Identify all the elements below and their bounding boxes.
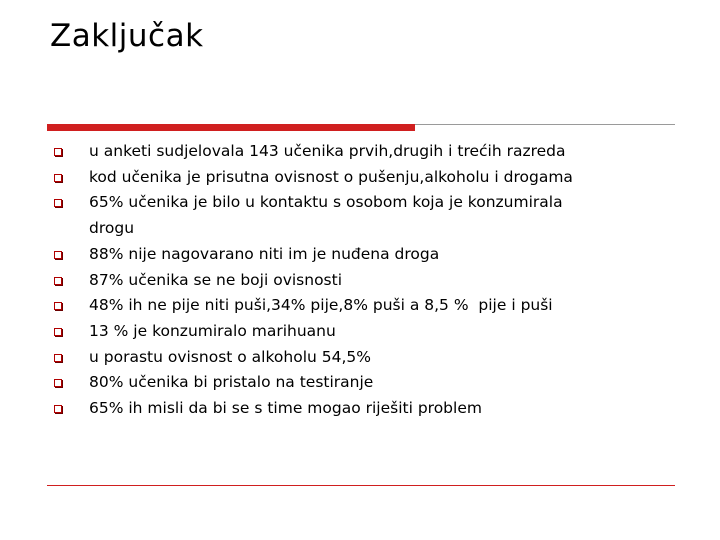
bullet-item [48,268,688,294]
bullet-item [48,190,688,241]
bullet-item [48,139,688,165]
bullet-list [48,139,688,422]
bullet-text: 65% ih misli da bi se s time mogao riješiti problem [89,399,482,418]
bullet-text: kod učenika je prisutna ovisnost o pušenju,alkoholu i drogama [89,167,573,186]
square-bullet-icon [54,405,62,413]
square-bullet-icon [54,277,62,285]
bullet-item [48,370,688,396]
bullet-text: 80% učenika bi pristalo na testiranje [89,373,374,392]
bullet-item [48,396,688,422]
square-bullet-icon [54,251,62,259]
slide-title: Zaključak [50,18,204,54]
square-bullet-icon [54,354,62,362]
bullet-text: 48% ih ne pije niti puši,34% pije,8% puši a 8,5 % pije i puši [89,296,553,315]
footer-divider [47,485,675,486]
bullet-item [48,345,688,371]
bullet-item [48,319,688,345]
square-bullet-icon [54,174,62,182]
bullet-item [48,165,688,191]
square-bullet-icon [54,328,62,336]
square-bullet-icon [54,379,62,387]
bullet-text: 87% učenika se ne boji ovisnosti [89,270,343,289]
title-accent-bar [47,124,415,131]
square-bullet-icon [54,199,62,207]
bullet-text: u porastu ovisnost o alkoholu 54,5% [89,347,371,366]
bullet-text: u anketi sudjelovala 143 učenika prvih,drugih i trećih razreda [89,142,566,160]
bullet-text: 13 % je konzumiralo marihuanu [89,321,336,340]
bullet-item [48,293,688,319]
square-bullet-icon [54,302,62,310]
square-bullet-icon [54,148,62,156]
bullet-item [48,242,688,268]
bullet-text: 88% nije nagovarano niti im je nuđena droga [89,244,440,263]
bullet-text: 65% učenika je bilo u kontaktu s osobom koja je konzumirala drogu [89,193,563,238]
